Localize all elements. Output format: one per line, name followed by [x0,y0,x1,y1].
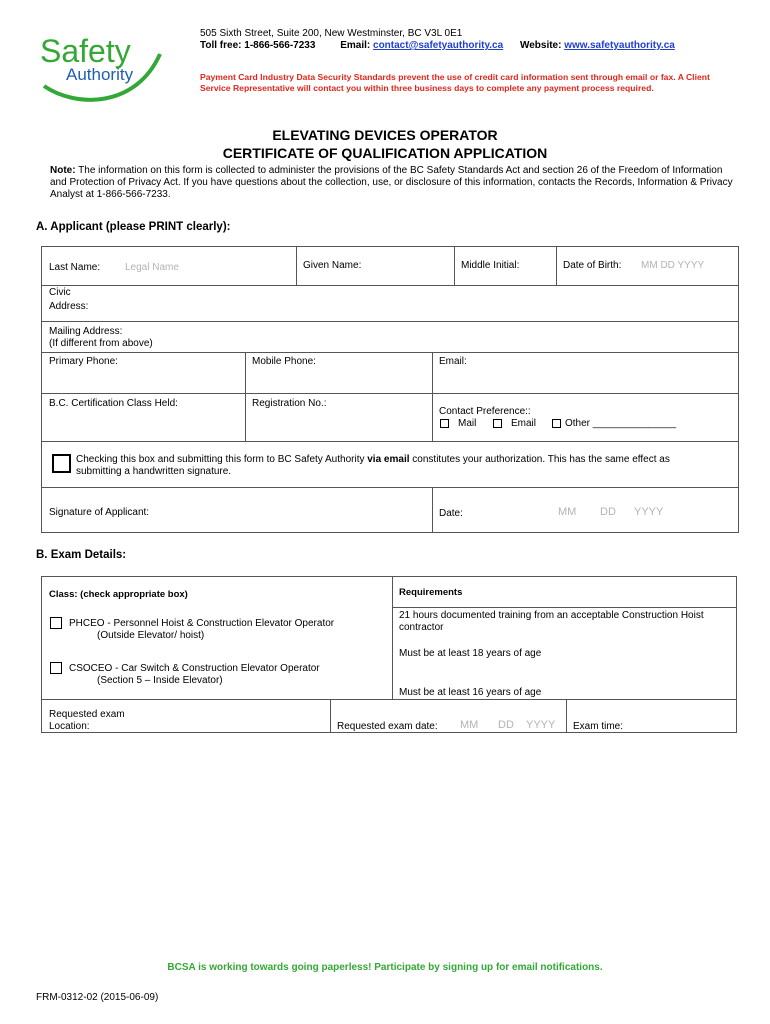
phceo-checkbox[interactable] [50,617,62,629]
email-checkbox[interactable] [493,419,502,428]
form-title-line2: CERTIFICATE OF QUALIFICATION APPLICATION [222,145,548,161]
exam-location-label: Requested exam [49,709,125,720]
privacy-note [50,165,740,201]
exam-date-yyyy-field[interactable]: YYYY [526,719,556,731]
email-link[interactable]: contact@safetyauthority.ca [373,40,504,51]
req1-line1: 21 hours documented training from an acceptable Construction Hoist [399,610,704,621]
authorization-text-line2: submitting a handwritten signature. [76,466,232,477]
req2-age: Must be at least 16 years of age [399,687,542,698]
header-contact-line [200,40,675,51]
civic-address-field[interactable]: Address: [49,301,89,312]
header-address: 505 Sixth Street, Suite 200, New Westminster, BC V3L 0E1 [200,28,463,39]
mobile-phone-field[interactable]: Mobile Phone: [252,356,316,367]
signature-field[interactable]: Signature of Applicant: [49,507,150,518]
exam-date-dd-field[interactable]: DD [498,719,514,731]
exam-date-mm-field[interactable]: MM [460,719,479,731]
primary-phone-field[interactable]: Primary Phone: [49,356,118,367]
paperless-notice: BCSA is working towards going paperless! Participate by signing up for email notifications. [167,962,603,973]
email-field[interactable]: Email: [439,356,467,367]
phceo-label: PHCEO - Personnel Hoist & Construction Elevator Operator [69,618,335,629]
registration-no-field[interactable]: Registration No.: [252,398,327,409]
auth-text-bold: via email [367,454,410,465]
exam-date-label: Requested exam date: [337,721,438,732]
last-name-label: Last Name: [49,262,101,273]
email-option-label: Email [511,418,537,429]
website-link[interactable]: www.safetyauthority.ca [564,40,675,51]
section-a-heading: A. Applicant (please PRINT clearly): [36,221,231,233]
other-checkbox[interactable] [552,419,561,428]
date-mm-field[interactable]: MM [558,506,577,518]
auth-text-part2: constitutes your authorization. This has the same effect as [409,454,670,465]
class-header: Class: (check appropriate box) [49,589,188,600]
section-b-heading: B. Exam Details: [36,549,127,561]
csoceo-checkbox[interactable] [50,662,62,674]
authorization-checkbox[interactable] [52,454,71,473]
note-label: Note: [50,165,76,176]
dob-label: Date of Birth: [563,260,622,271]
mail-option-label: Mail [458,418,477,429]
exam-details-table [41,576,737,733]
safety-authority-logo [36,28,166,108]
last-name-field[interactable]: Legal Name [125,262,179,273]
toll-free: Toll free: 1-866-566-7233 [200,40,316,51]
exam-location-field[interactable]: Location: [49,721,90,732]
dob-field[interactable]: MM DD YYYY [641,260,705,271]
date-dd-field[interactable]: DD [600,506,616,518]
phceo-sublabel: (Outside Elevator/ hoist) [97,630,205,641]
req1-age: Must be at least 18 years of age [399,648,542,659]
given-name-field[interactable]: Given Name: [303,260,362,271]
email-label: Email: [340,40,371,51]
date-label: Date: [439,508,463,519]
authorization-text [76,454,670,466]
mailing-address-field[interactable]: Mailing Address: [49,326,123,337]
auth-text-part1: Checking this box and submitting this form to BC Safety Authority [76,454,368,465]
mail-checkbox[interactable] [440,419,449,428]
csoceo-label: CSOCEO - Car Switch & Construction Elevator Operator [69,663,320,674]
form-title-line1: ELEVATING DEVICES OPERATOR [272,127,498,143]
civic-label-line1: Civic [49,287,71,298]
mailing-address-note: (If different from above) [49,338,153,349]
note-text: The information on this form is collected to administer the provisions of the BC Safety Standards Act and section 26 of the Freedom of Information and Protection of Privacy Act. If you have questions about the collection, use, or disclosure of this information, contacts the Records, Information & Privacy Analyst at 1-866-566-7233. [50,165,733,200]
website-label: Website: [519,40,562,51]
req1-line2: contractor [399,622,444,633]
pci-notice: Payment Card Industry Data Security Standards prevent the use of credit card information sent through email or fax. A Client Service Representative will contact you within three business days to complete any payment process required. [200,72,710,93]
form-number: FRM-0312-02 (2015-06-09) [36,992,159,1003]
applicant-table [41,246,739,533]
contact-preference-label: Contact Preference:: [439,406,531,417]
middle-initial-field[interactable]: Middle Initial: [461,260,520,271]
date-yyyy-field[interactable]: YYYY [634,506,664,518]
other-option-field[interactable]: Other _______________ [565,418,677,429]
logo-text-safety: Safety [40,33,131,69]
csoceo-sublabel: (Section 5 – Inside Elevator) [97,675,223,686]
exam-time-field[interactable]: Exam time: [573,721,624,732]
logo-text-authority: Authority [66,65,134,84]
requirements-header: Requirements [399,587,463,598]
cert-class-field[interactable]: B.C. Certification Class Held: [49,398,178,409]
